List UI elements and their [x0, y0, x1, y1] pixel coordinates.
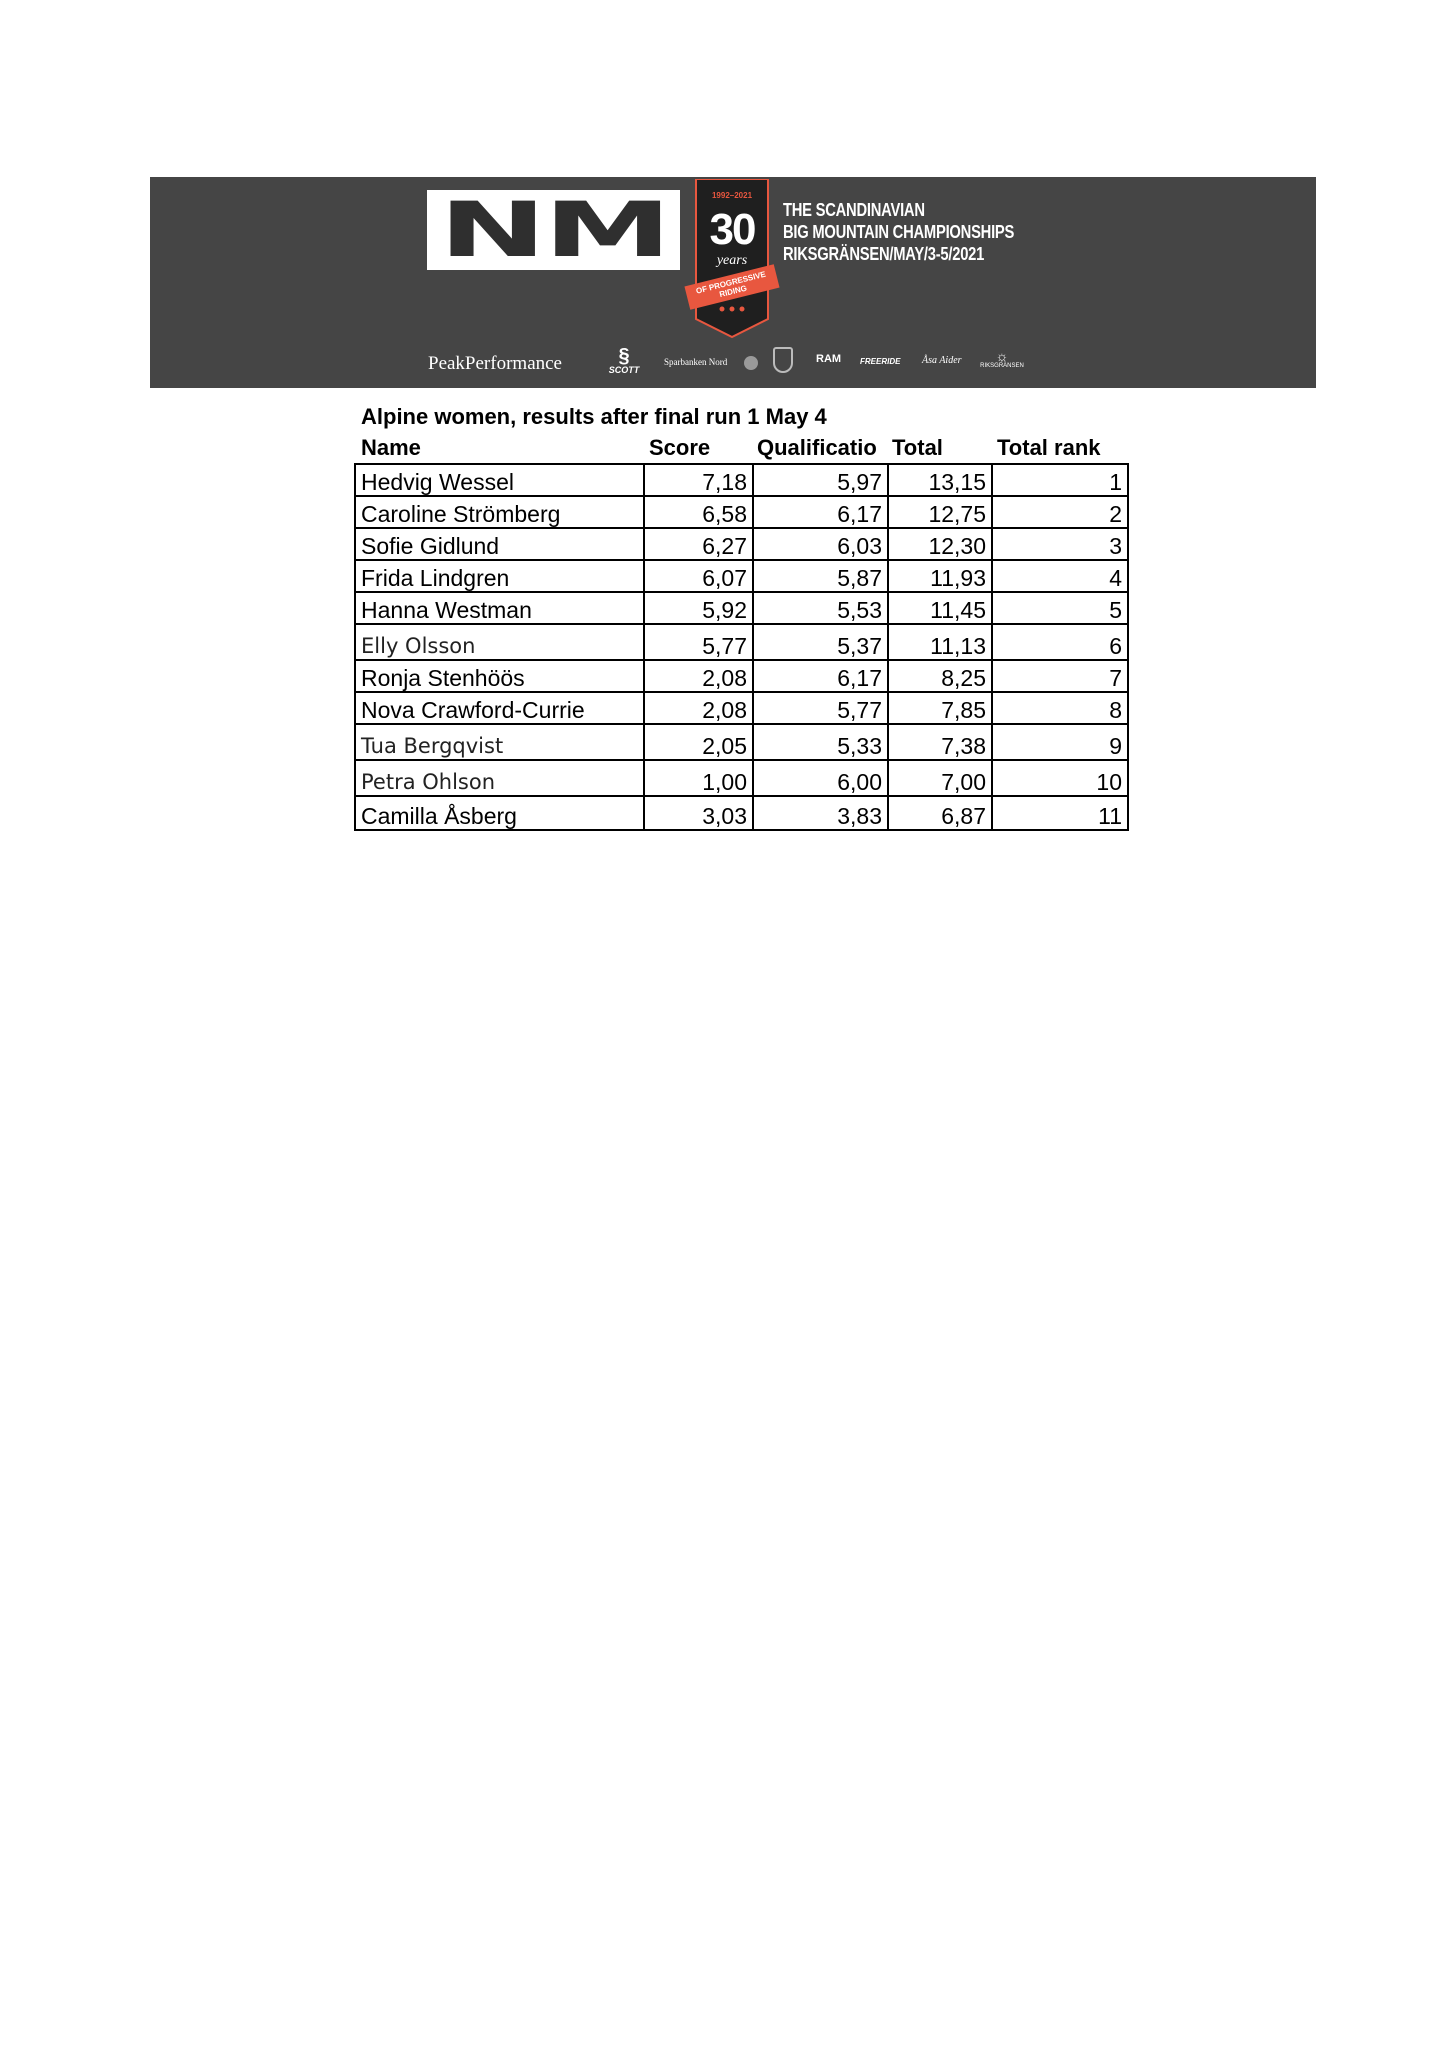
event-title — [783, 199, 1014, 265]
header-total: Total — [892, 435, 943, 460]
cell-score: 5,92 — [644, 592, 753, 624]
results-table-body — [355, 464, 1128, 830]
cell-total: 11,13 — [888, 624, 992, 660]
cell-name: Camilla Åsberg — [355, 796, 644, 830]
cell-score: 6,07 — [644, 560, 753, 592]
cell-rank: 1 — [992, 464, 1128, 496]
cell-name: Hedvig Wessel — [355, 464, 644, 496]
table-row — [355, 796, 1128, 830]
cell-qualification: 3,83 — [753, 796, 888, 830]
results-table — [354, 463, 1129, 831]
header-score: Score — [649, 435, 711, 460]
event-title-line-1: THE SCANDINAVIAN — [783, 200, 925, 220]
cell-rank: 2 — [992, 496, 1128, 528]
cell-name: Nova Crawford-Currie — [355, 692, 644, 724]
badge-ribbon: OF PROGRESSIVE RIDING — [684, 264, 779, 310]
cell-qualification: 5,87 — [753, 560, 888, 592]
cell-total: 11,93 — [888, 560, 992, 592]
table-row — [355, 724, 1128, 760]
cell-qualification: 5,77 — [753, 692, 888, 724]
cell-qualification: 5,53 — [753, 592, 888, 624]
event-title-line-2: BIG MOUNTAIN CHAMPIONSHIPS — [783, 222, 1015, 242]
sun-icon: ☼ — [995, 348, 1009, 364]
table-row — [355, 592, 1128, 624]
cell-total: 7,00 — [888, 760, 992, 796]
sponsor-ram: RAM — [816, 353, 842, 365]
table-row — [355, 464, 1128, 496]
cell-qualification: 5,97 — [753, 464, 888, 496]
badge-years-word: years — [716, 253, 748, 268]
header-qualification: Qualificatio — [757, 435, 877, 460]
sponsor-strip — [428, 345, 1048, 381]
anniversary-badge — [694, 179, 770, 339]
cell-rank: 8 — [992, 692, 1128, 724]
nm-logo-text: NM — [438, 185, 669, 274]
sponsor-riksgransen — [980, 349, 1024, 369]
cell-total: 8,25 — [888, 660, 992, 692]
sparbanken-emblem-icon — [744, 356, 758, 370]
cell-name: Hanna Westman — [355, 592, 644, 624]
header-total-rank: Total rank — [997, 435, 1101, 460]
cell-score: 2,08 — [644, 692, 753, 724]
cell-qualification: 6,17 — [753, 660, 888, 692]
cell-name: Petra Ohlson — [355, 760, 644, 796]
table-row — [355, 528, 1128, 560]
cell-name: Tua Bergqvist — [355, 724, 644, 760]
cell-total: 12,75 — [888, 496, 992, 528]
cell-score: 5,77 — [644, 624, 753, 660]
badge-number: 30 — [709, 205, 755, 254]
results-title: Alpine women, results after final run 1 May 4 — [361, 404, 827, 429]
cell-rank: 10 — [992, 760, 1128, 796]
sponsor-sparbanken: Sparbanken Nord — [664, 357, 728, 367]
table-row — [355, 560, 1128, 592]
cell-score: 3,03 — [644, 796, 753, 830]
cell-total: 11,45 — [888, 592, 992, 624]
cell-rank: 5 — [992, 592, 1128, 624]
cell-qualification: 5,37 — [753, 624, 888, 660]
scott-logo-icon: § — [618, 345, 630, 367]
cell-total: 6,87 — [888, 796, 992, 830]
cell-name: Sofie Gidlund — [355, 528, 644, 560]
cell-rank: 9 — [992, 724, 1128, 760]
cell-name: Frida Lindgren — [355, 560, 644, 592]
cell-rank: 11 — [992, 796, 1128, 830]
cell-score: 2,08 — [644, 660, 753, 692]
cell-total: 7,38 — [888, 724, 992, 760]
cell-score: 7,18 — [644, 464, 753, 496]
cell-rank: 4 — [992, 560, 1128, 592]
shield-emblem-icon — [773, 347, 793, 373]
table-row — [355, 660, 1128, 692]
sponsor-riksgransen-text: RIKSGRÄNSEN — [980, 363, 1024, 369]
sponsor-freeride: FREERIDE — [860, 357, 901, 366]
sponsor-scott — [601, 347, 647, 375]
nm-logo — [427, 185, 680, 274]
cell-qualification: 6,17 — [753, 496, 888, 528]
cell-qualification: 6,00 — [753, 760, 888, 796]
table-row — [355, 692, 1128, 724]
sponsor-scott-text: SCOTT — [608, 365, 640, 375]
table-row — [355, 624, 1128, 660]
table-header-row — [361, 435, 1131, 463]
cell-rank: 7 — [992, 660, 1128, 692]
cell-name: Elly Olsson — [355, 624, 644, 660]
cell-rank: 3 — [992, 528, 1128, 560]
cell-rank: 6 — [992, 624, 1128, 660]
header-banner — [150, 177, 1316, 388]
sponsor-peak-performance: PeakPerformance — [428, 353, 562, 374]
cell-score: 6,27 — [644, 528, 753, 560]
cell-name: Caroline Strömberg — [355, 496, 644, 528]
cell-score: 2,05 — [644, 724, 753, 760]
cell-name: Ronja Stenhöös — [355, 660, 644, 692]
cell-total: 12,30 — [888, 528, 992, 560]
cell-total: 7,85 — [888, 692, 992, 724]
cell-qualification: 5,33 — [753, 724, 888, 760]
header-name: Name — [361, 435, 421, 460]
sponsor-asa-aider: Åsa Aider — [922, 355, 962, 366]
cell-total: 13,15 — [888, 464, 992, 496]
table-row — [355, 496, 1128, 528]
event-title-line-3: RIKSGRÄNSEN/MAY/3-5/2021 — [783, 244, 985, 264]
table-row — [355, 760, 1128, 796]
cell-score: 1,00 — [644, 760, 753, 796]
cell-score: 6,58 — [644, 496, 753, 528]
badge-years-range: 1992–2021 — [711, 191, 753, 200]
cell-qualification: 6,03 — [753, 528, 888, 560]
